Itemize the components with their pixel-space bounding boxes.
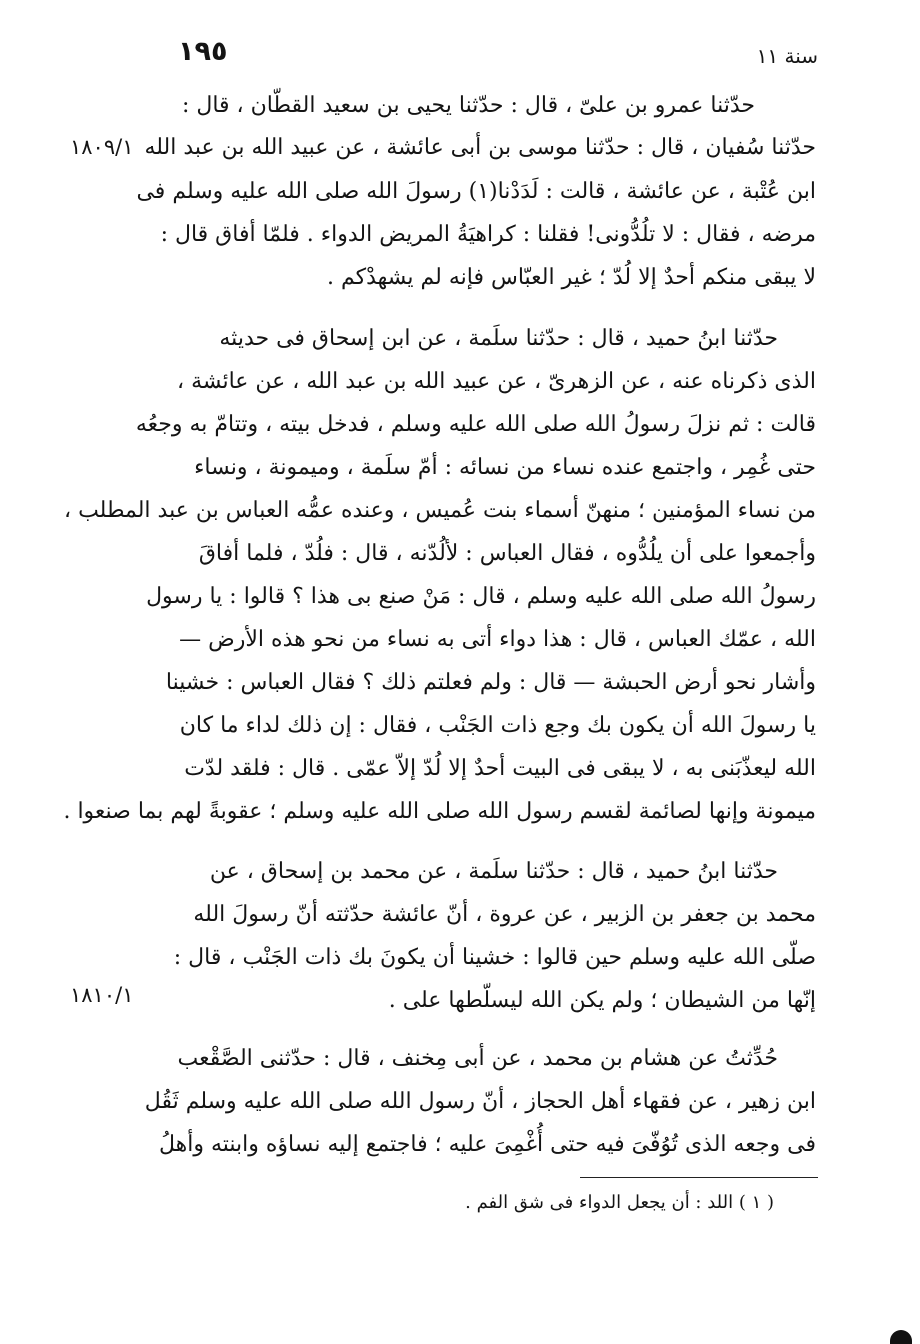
text-line: الله ، عمّك العباس ، قال : هذا دواء أتى به نساء من نحو هذه الأرض — [179,627,816,652]
text-line: يا رسولَ الله أن يكون بك وجع ذات الجَنْب ، فقال : إن ذلك لداء ما كان [179,713,816,738]
text-line: ابن زهير ، عن فقهاء أهل الحجاز ، أنّ رسول الله صلى الله عليه وسلم ثَقُل [144,1089,816,1114]
text-line: لا يبقى منكم أحدٌ إلا لُدّ ؛ غير العبّاس فإنه لم يشهدْكم . [326,265,816,290]
text-line: ميمونة وإنها لصائمة لقسم رسول الله صلى الله عليه وسلم ؛ عقوبةً لهم بما صنعوا . [63,799,816,824]
text-line: حتى غُمِر ، واجتمع عنده نساء من نسائه : أمّ سلَمة ، وميمونة ، ونساء [194,455,816,480]
text-line: صلّى الله عليه وسلم حين قالوا : خشينا أن يكونَ بك ذات الجَنْب ، قال : [173,945,816,970]
text-line: فى وجعه الذى تُوُفّىَ فيه حتى أُغْمِىَ عليه ؛ فاجتمع إليه نساؤه وابنته وأهلُ [158,1132,816,1157]
text-line: حدّثنا ابنُ حميد ، قال : حدّثنا سلَمة ، عن محمد بن إسحاق ، عن [209,859,778,884]
text-line: قالت : ثم نزلَ رسولُ الله صلى الله عليه وسلم ، فدخل بيته ، وتتامّ به وجعُه [135,412,816,437]
text-line: حدّثنا عمرو بن علىّ ، قال : حدّثنا يحيى بن سعيد القطّان ، قال : [181,93,755,118]
text-line: وأجمعوا على أن يلُدُّوه ، فقال العباس : لألُدّنه ، قال : فلُدّ ، فلما أفاقَ [198,541,816,566]
margin-reference: ١٨١٠/١ [70,983,134,1007]
text-line: ابن عُتْبة ، عن عائشة ، قالت : لَدَدْنا(١) رسولَ الله صلى الله عليه وسلم فى [136,179,816,204]
footnote-divider [580,1177,818,1178]
page-number: ١٩٥ [178,36,228,67]
margin-reference: ١٨٠٩/١ [70,135,134,159]
text-line: حدّثنا سُفيان ، قال : حدّثنا موسى بن أبى عائشة ، عن عبيد الله بن عبد الله [144,135,816,160]
text-line: إنّها من الشيطان ؛ ولم يكن الله ليسلّطها على . [388,988,816,1013]
text-line: حدّثنا ابنُ حميد ، قال : حدّثنا سلَمة ، عن ابن إسحاق فى حديثه [219,326,778,351]
footnote: ( ١ ) اللد : أن يجعل الدواء فى شق الفم . [465,1192,774,1213]
page-corner-mark [890,1330,912,1344]
running-header-year: سنة ١١ [756,44,818,68]
text-line: محمد بن جعفر بن الزبير ، عن عروة ، أنّ عائشة حدّثته أنّ رسولَ الله [193,902,816,927]
text-line: الله ليعذّبَنى به ، لا يبقى فى البيت أحدٌ إلا لُدّ إلاّ عمّى . قال : فلقد لدّت [184,756,816,781]
text-line: من نساء المؤمنين ؛ منهنّ أسماء بنت عُميس ، وعنده عمُّه العباس بن عبد المطلب ، [63,498,816,523]
text-line: وأشار نحو أرض الحبشة — قال : ولم فعلتم ذلك ؟ فقال العباس : خشينا [165,670,816,695]
text-line: حُدِّثتُ عن هشام بن محمد ، عن أبى مِخنف ، قال : حدّثنى الصَّقْعب [177,1046,778,1071]
text-line: مرضه ، فقال : لا تلُدُّونى! فقلنا : كراهيَةُ المريض الدواء . فلمّا أفاق قال : [160,222,816,247]
text-line: رسولُ الله صلى الله عليه وسلم ، قال : مَنْ صنع بى هذا ؟ قالوا : يا رسول [146,584,816,609]
text-line: الذى ذكرناه عنه ، عن الزهرىّ ، عن عبيد الله بن عبد الله ، عن عائشة ، [176,369,816,394]
